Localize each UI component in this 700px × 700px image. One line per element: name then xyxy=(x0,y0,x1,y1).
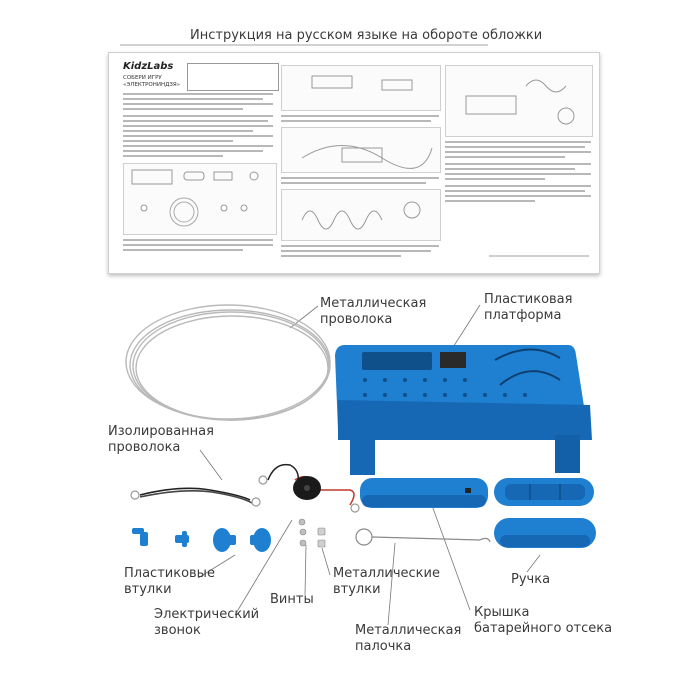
label-handle: Ручка xyxy=(511,572,551,587)
header-caption: Инструкция на русском языке на обороте обложки xyxy=(190,28,543,43)
plastic-bushings xyxy=(132,528,271,552)
label-metal-wire: Металлическая проволока xyxy=(320,296,427,327)
sheet-title-line1: СОБЕРИ ИГРУ xyxy=(123,75,162,81)
battery-cover xyxy=(360,478,488,508)
label-screws: Винты xyxy=(270,592,314,607)
label-metal-stick: Металлическая палочка xyxy=(355,623,462,654)
electric-bell xyxy=(259,465,359,512)
sheet-title-line2: «ЭЛЕКТРОНИНДЗЯ» xyxy=(123,82,181,88)
plastic-platform xyxy=(335,345,592,475)
label-insulated-wire: Изолированная проволока xyxy=(108,424,214,455)
label-metal-bushings: Металлические втулки xyxy=(333,566,440,597)
label-plastic-platform: Пластиковая платформа xyxy=(484,292,573,323)
metal-bushings xyxy=(318,528,325,547)
insulated-wire xyxy=(131,488,260,506)
kidzlabs-logo: KidzLabs xyxy=(123,61,174,72)
screws xyxy=(299,519,306,546)
label-battery-cover: Крышка батарейного отсека xyxy=(474,605,613,636)
handle xyxy=(494,478,596,548)
label-plastic-bushings: Пластиковые втулки xyxy=(124,566,215,597)
label-electric-bell: Электрический звонок xyxy=(154,607,260,638)
metal-wire-coil xyxy=(126,305,330,420)
metal-stick xyxy=(356,529,490,545)
